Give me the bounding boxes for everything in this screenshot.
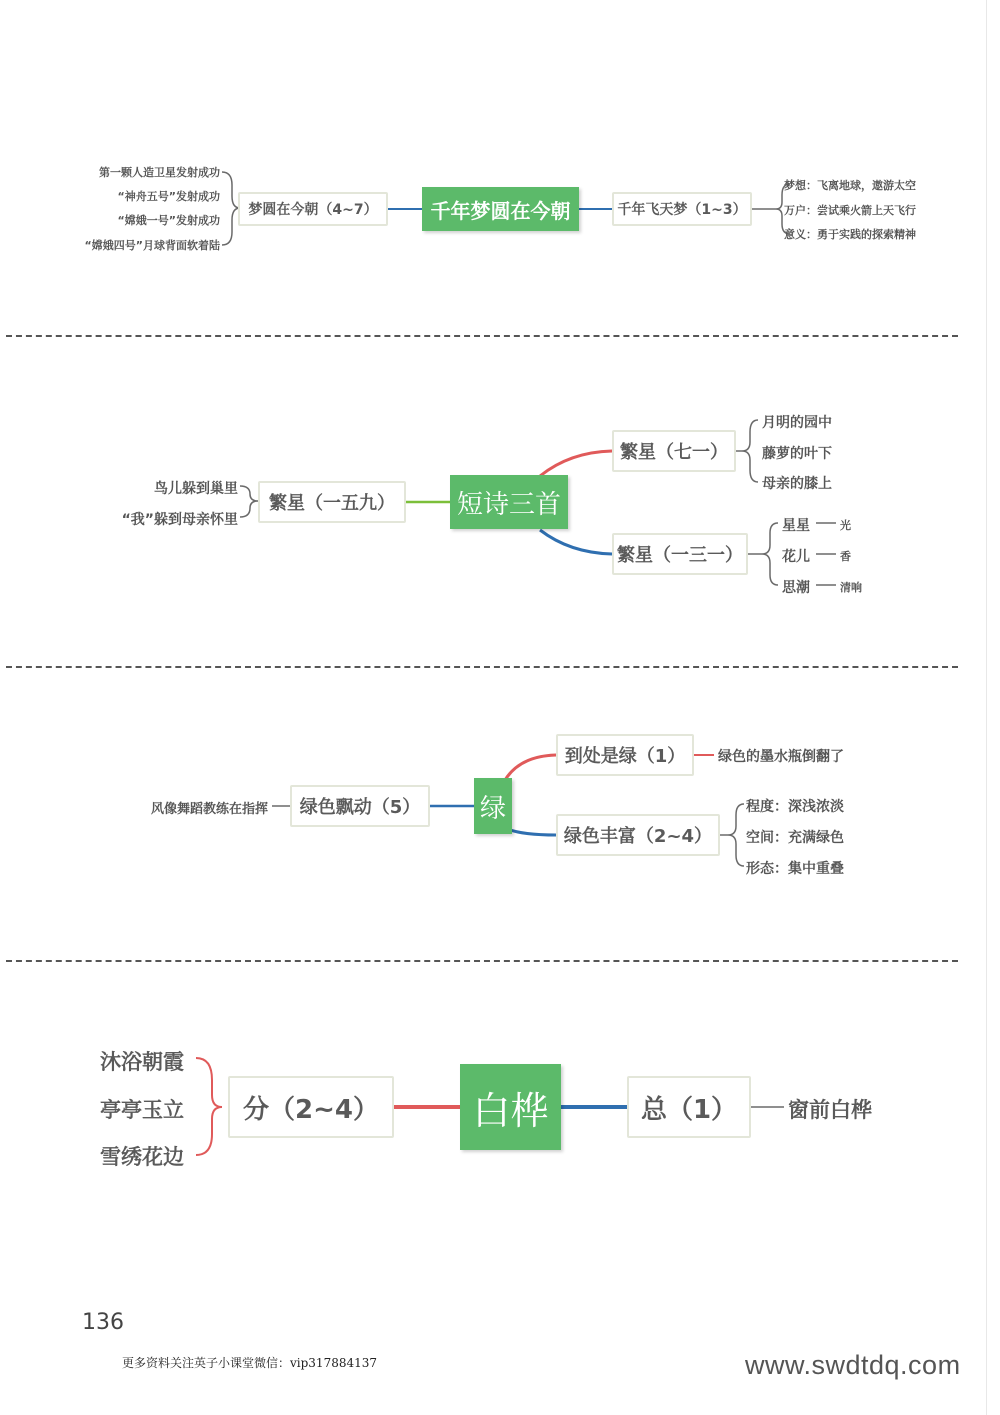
map2-top-leaf: 藤萝的叶下 bbox=[762, 446, 832, 462]
map4-left-leaf: 沐浴朝霞 bbox=[100, 1050, 184, 1074]
map2-bottom-bracket bbox=[762, 523, 778, 585]
map3-left-leaf: 风像舞蹈教练在指挥 bbox=[150, 802, 268, 817]
map1-left-leaf: “嫦娥一号”发射成功 bbox=[117, 214, 220, 227]
map1-left-leaf: 第一颗人造卫星发射成功 bbox=[99, 166, 220, 179]
map2-bottom-leaf-value: 光 bbox=[840, 519, 851, 532]
map3-bottom-leaf: 形态：集中重叠 bbox=[746, 861, 844, 877]
map1-right-leaf: 意义：勇于实践的探索精神 bbox=[784, 228, 916, 241]
map2-left-bracket bbox=[240, 486, 258, 517]
map4-left-leaf: 亭亭玉立 bbox=[100, 1098, 184, 1122]
map3-top-connector bbox=[505, 755, 556, 780]
map4-left-leaf: 雪绣花边 bbox=[100, 1145, 184, 1169]
map1-left-node: 梦圆在今朝（4~7） bbox=[238, 192, 388, 226]
map4-left-node: 分（2~4） bbox=[228, 1076, 394, 1138]
map3-bottom-leaf: 程度：深浅浓淡 bbox=[746, 799, 844, 815]
map2-bottom-leaf-term: 花儿 bbox=[782, 549, 810, 565]
map3-top-leaf: 绿色的墨水瓶倒翻了 bbox=[718, 749, 844, 765]
map1-right-leaf: 万户：尝试乘火箭上天飞行 bbox=[784, 204, 916, 217]
map1-left-leaf: “嫦娥四号”月球背面软着陆 bbox=[84, 239, 220, 252]
site-watermark: www.swdtdq.com bbox=[745, 1350, 961, 1380]
map2-bottom-leaf-term: 思潮 bbox=[782, 580, 810, 596]
map4-left-bracket bbox=[196, 1058, 222, 1155]
map1-left-leaf: “神舟五号”发射成功 bbox=[117, 190, 220, 203]
map2-top-node: 繁星（七一） bbox=[612, 430, 736, 472]
section-divider bbox=[6, 335, 958, 337]
map2-bottom-leaf-value: 清响 bbox=[840, 581, 862, 594]
page-number: 136 bbox=[82, 1310, 124, 1335]
map1-center-topic: 千年梦圆在今朝 bbox=[422, 187, 579, 231]
map3-bottom-node: 绿色丰富（2~4） bbox=[556, 814, 720, 856]
map3-left-node: 绿色飘动（5） bbox=[290, 785, 430, 827]
map4-center-topic: 白桦 bbox=[460, 1064, 561, 1150]
map3-bottom-bracket bbox=[728, 804, 744, 866]
footer-note: 更多资料关注英子小课堂微信：vip317884137 bbox=[122, 1356, 378, 1370]
map3-center-topic: 绿 bbox=[474, 778, 512, 834]
section-divider bbox=[6, 960, 958, 962]
map2-top-connector bbox=[540, 451, 612, 476]
map2-left-leaf: 鸟儿躲到巢里 bbox=[154, 481, 238, 497]
section-divider bbox=[6, 666, 958, 668]
map2-bottom-connector bbox=[540, 530, 612, 554]
map2-top-bracket bbox=[742, 420, 758, 482]
map2-bottom-leaf-value: 香 bbox=[840, 550, 851, 563]
map2-left-node: 繁星（一五九） bbox=[258, 481, 406, 523]
map4-right-node: 总（1） bbox=[627, 1076, 751, 1138]
map2-bottom-leaf-term: 星星 bbox=[782, 518, 810, 534]
map2-top-leaf: 母亲的膝上 bbox=[762, 476, 832, 492]
map3-bottom-leaf: 空间：充满绿色 bbox=[746, 830, 844, 846]
page-edge bbox=[986, 0, 987, 1415]
map1-right-node: 千年飞天梦（1~3） bbox=[612, 192, 752, 226]
map2-top-leaf: 月明的园中 bbox=[762, 415, 832, 431]
map1-right-leaf: 梦想：飞离地球，遨游太空 bbox=[784, 179, 916, 192]
map4-right-leaf: 窗前白桦 bbox=[788, 1098, 872, 1122]
map2-bottom-node: 繁星（一三一） bbox=[612, 533, 748, 575]
map3-top-node: 到处是绿（1） bbox=[556, 734, 694, 776]
map2-center-topic: 短诗三首 bbox=[450, 475, 568, 529]
map3-bottom-connector bbox=[505, 828, 556, 835]
map2-left-leaf: “我”躲到母亲怀里 bbox=[121, 512, 238, 528]
